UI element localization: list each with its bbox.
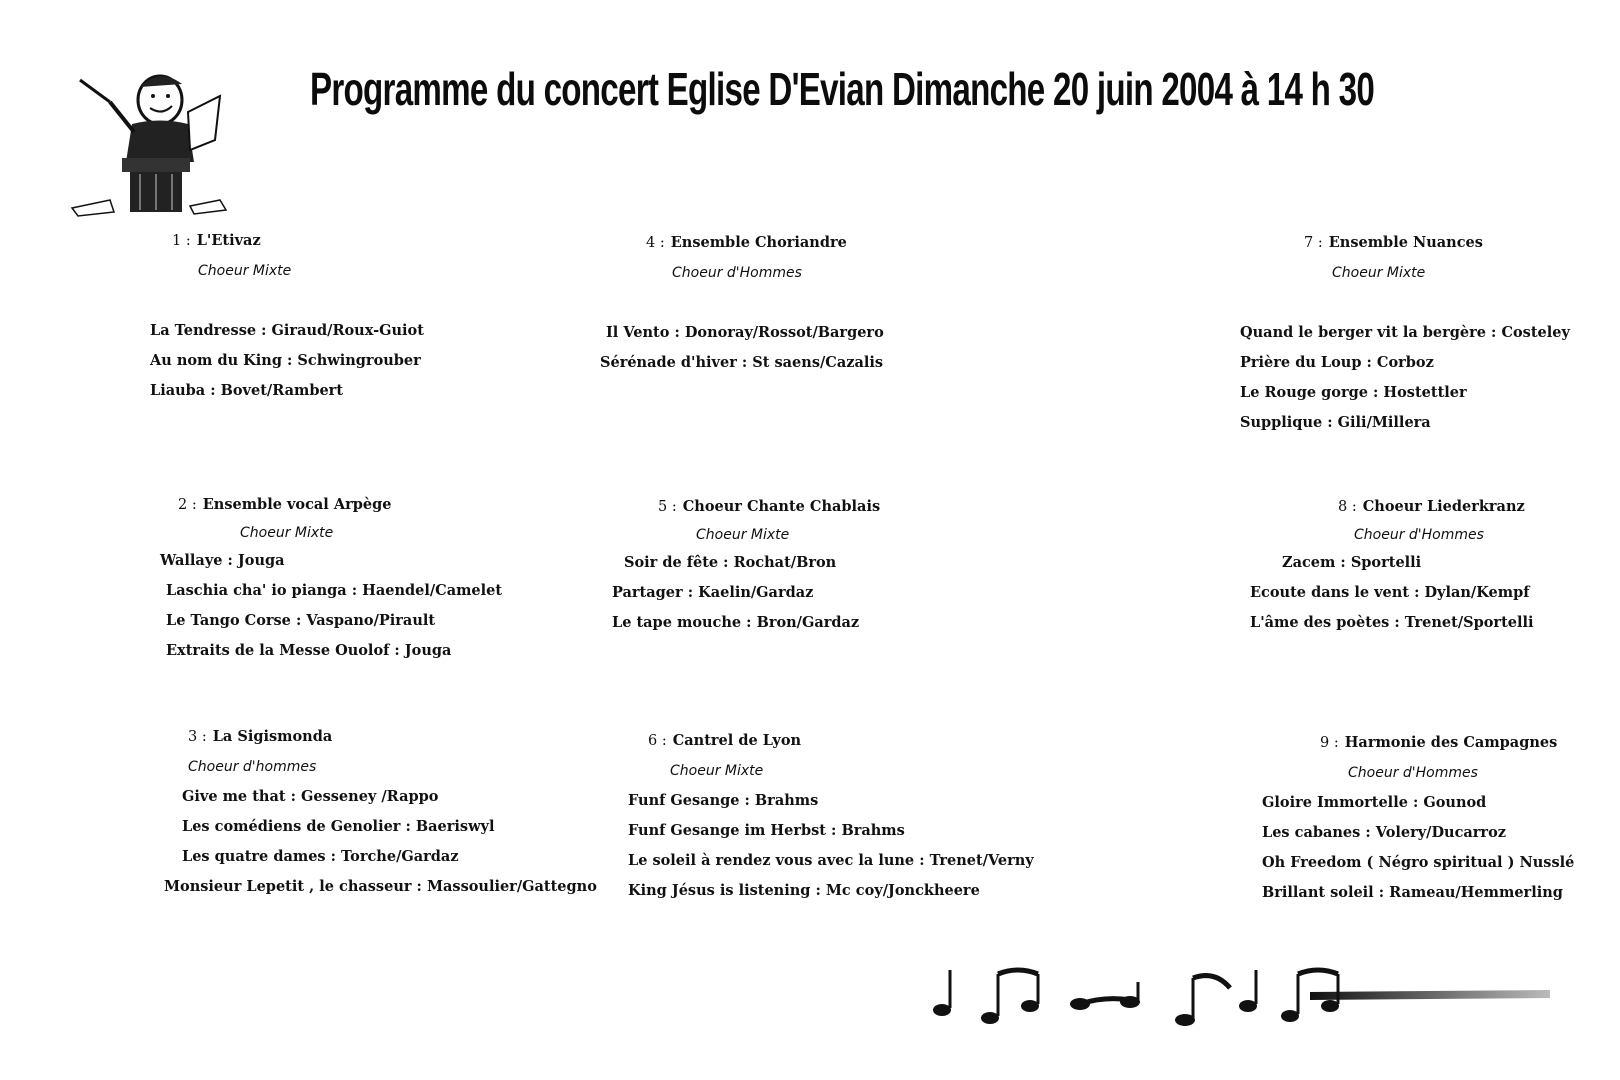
song-item: Ecoute dans le vent : Dylan/Kempf — [1250, 584, 1530, 601]
group-name: Ensemble vocal Arpège — [202, 496, 392, 513]
group-name: Choeur Chante Chablais — [682, 498, 881, 515]
group-6 — [628, 726, 1034, 906]
group-9 — [1262, 728, 1574, 908]
choir-type: Choeur d'Hommes — [1354, 527, 1484, 543]
song-item: Oh Freedom ( Négro spiritual ) Nusslé — [1262, 854, 1575, 871]
group-name: Ensemble Nuances — [1328, 234, 1483, 251]
group-8 — [1250, 492, 1534, 638]
song-item: Les comédiens de Genolier : Baeriswyl — [182, 818, 495, 835]
song-item: Give me that : Gesseney /Rappo — [182, 788, 439, 805]
group-3 — [164, 722, 597, 902]
choir-type: Choeur Mixte — [240, 525, 334, 541]
song-item: Il Vento : Donoray/Rossot/Bargero — [606, 324, 884, 341]
song-item: La Tendresse : Giraud/Roux-Guiot — [150, 322, 424, 339]
group-number: 6 : — [648, 733, 667, 749]
song-item: Monsieur Lepetit , le chasseur : Massoulier/Gattegno — [164, 878, 597, 895]
song-item: Extraits de la Messe Ouolof : Jouga — [166, 642, 452, 659]
group-name: Ensemble Choriandre — [670, 234, 847, 251]
song-item: Le Rouge gorge : Hostettler — [1240, 384, 1467, 401]
group-1 — [150, 226, 424, 406]
group-name: Cantrel de Lyon — [672, 732, 802, 749]
group-number: 9 : — [1320, 735, 1339, 751]
choir-type: Choeur d'hommes — [188, 759, 317, 775]
choir-type: Choeur Mixte — [670, 763, 764, 779]
song-item: Prière du Loup : Corboz — [1240, 354, 1434, 371]
page-title: Programme du concert Eglise D'Evian Dimanche 20 juin 2004 à 14 h 30 — [310, 63, 1375, 115]
song-item: King Jésus is listening : Mc coy/Jonckheere — [628, 882, 980, 899]
group-name: Harmonie des Campagnes — [1344, 734, 1558, 751]
song-item: Le soleil à rendez vous avec la lune : Trenet/Verny — [628, 852, 1034, 869]
group-name: Choeur Liederkranz — [1362, 498, 1525, 515]
group-name: La Sigismonda — [212, 728, 333, 745]
group-2 — [160, 490, 502, 666]
group-number: 3 : — [188, 729, 207, 745]
choir-type: Choeur d'Hommes — [672, 265, 802, 281]
group-name: L'Etivaz — [196, 232, 261, 249]
song-item: Funf Gesange im Herbst : Brahms — [628, 822, 905, 839]
song-item: Funf Gesange : Brahms — [628, 792, 819, 809]
group-7 — [1240, 228, 1570, 438]
choir-type: Choeur Mixte — [1332, 265, 1426, 281]
group-number: 2 : — [178, 497, 197, 513]
song-item: Partager : Kaelin/Gardaz — [612, 584, 814, 601]
song-item: Gloire Immortelle : Gounod — [1262, 794, 1487, 811]
choir-type: Choeur Mixte — [696, 527, 790, 543]
song-item: Liauba : Bovet/Rambert — [150, 382, 344, 399]
song-item: Brillant soleil : Rameau/Hemmerling — [1262, 884, 1563, 901]
song-item: Quand le berger vit la bergère : Costeley — [1240, 324, 1570, 341]
song-item: Wallaye : Jouga — [160, 552, 285, 569]
song-item: Les quatre dames : Torche/Gardaz — [182, 848, 459, 865]
song-item: Les cabanes : Volery/Ducarroz — [1262, 824, 1506, 841]
song-item: Sérénade d'hiver : St saens/Cazalis — [600, 354, 884, 371]
song-item: L'âme des poètes : Trenet/Sportelli — [1250, 614, 1534, 631]
conductor-icon — [70, 62, 235, 222]
song-item: Laschia cha' io pianga : Haendel/Camelet — [166, 582, 503, 599]
song-item: Zacem : Sportelli — [1282, 554, 1422, 571]
group-number: 7 : — [1304, 235, 1323, 251]
song-item: Le tape mouche : Bron/Gardaz — [612, 614, 860, 631]
song-item: Supplique : Gili/Millera — [1240, 414, 1431, 431]
group-5 — [612, 492, 880, 638]
group-number: 8 : — [1338, 499, 1357, 515]
group-number: 1 : — [172, 233, 191, 249]
group-number: 4 : — [646, 235, 665, 251]
song-item: Soir de fête : Rochat/Bron — [624, 554, 837, 571]
group-number: 5 : — [658, 499, 677, 515]
song-item: Le Tango Corse : Vaspano/Pirault — [166, 612, 436, 629]
music-notes-icon — [930, 960, 1550, 1040]
group-4 — [600, 228, 884, 378]
song-item: Au nom du King : Schwingrouber — [150, 352, 421, 369]
choir-type: Choeur d'Hommes — [1348, 765, 1478, 781]
choir-type: Choeur Mixte — [198, 263, 292, 279]
